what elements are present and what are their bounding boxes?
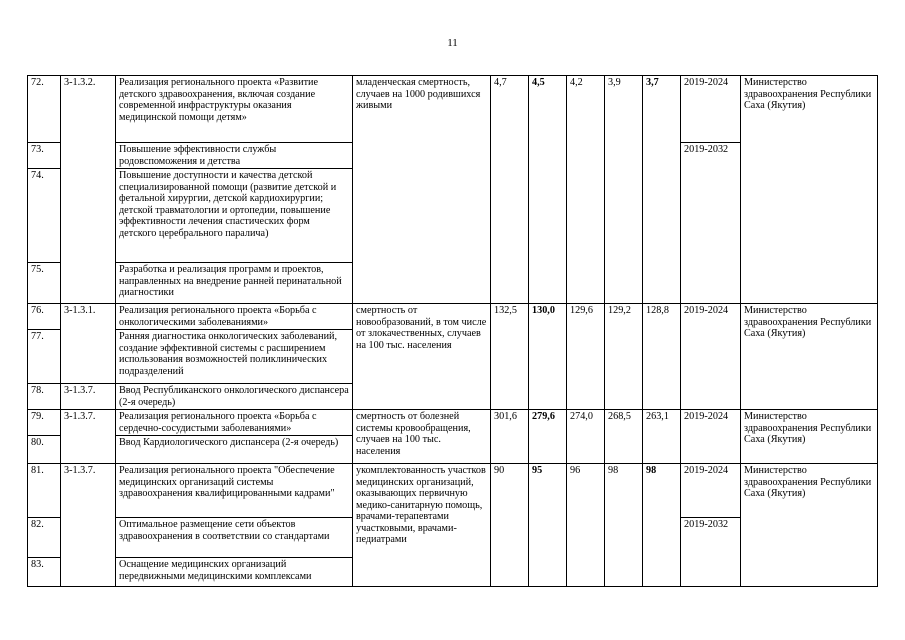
row-number: 76. (28, 304, 61, 330)
program-measures-table (27, 75, 878, 587)
value-5: 128,8 (643, 304, 681, 410)
program-code: 3-1.3.7. (61, 384, 116, 410)
measure-name: Разработка и реализация программ и проектов, направленных на внедрение ранней перинатальной диагностики (116, 263, 353, 304)
value-1: 301,6 (491, 410, 529, 464)
value-1: 4,7 (491, 76, 529, 304)
row-number: 80. (28, 436, 61, 464)
indicator-name: смертность от болезней системы кровообращения, случаев на 100 тыс. населения (353, 410, 491, 464)
value-5: 98 (643, 464, 681, 587)
table-row (28, 76, 878, 143)
table-row (28, 410, 878, 436)
row-number: 82. (28, 518, 61, 558)
program-code: 3-1.3.7. (61, 464, 116, 587)
measure-name: Оснащение медицинских организаций передвижными медицинскими комплексами (116, 558, 353, 587)
value-3: 96 (567, 464, 605, 587)
page-number: 11 (447, 37, 458, 49)
value-1: 90 (491, 464, 529, 587)
value-4: 98 (605, 464, 643, 587)
measure-name: Ввод Республиканского онкологического диспансера (2-я очередь) (116, 384, 353, 410)
value-3: 129,6 (567, 304, 605, 410)
value-2: 130,0 (529, 304, 567, 410)
measure-name: Повышение доступности и качества детской специализированной помощи (развитие детской и фетальной хирургии, детской кардиохирургии; детской травматологии и ортопедии, повышение эффективности лечения спастических форм детского церебрального паралича) (116, 169, 353, 263)
table-row (28, 304, 878, 330)
row-number: 83. (28, 558, 61, 587)
row-number: 73. (28, 143, 61, 169)
program-code: 3-1.3.1. (61, 304, 116, 384)
period: 2019-2032 (681, 143, 741, 304)
value-4: 268,5 (605, 410, 643, 464)
program-code: 3-1.3.7. (61, 410, 116, 464)
measure-name: Повышение эффективности службы родовспоможения и детства (116, 143, 353, 169)
responsible-org: Министерство здравоохранения Республики Саха (Якутия) (741, 76, 878, 304)
row-number: 77. (28, 330, 61, 384)
measure-name: Реализация регионального проекта «Борьба с онкологическими заболеваниями» (116, 304, 353, 330)
responsible-org: Министерство здравоохранения Республики Саха (Якутия) (741, 464, 878, 587)
row-number: 79. (28, 410, 61, 436)
measure-name: Реализация регионального проекта «Борьба с сердечно-сосудистыми заболеваниями» (116, 410, 353, 436)
measure-name: Оптимальное размещение сети объектов здравоохранения в соответствии со стандартами (116, 518, 353, 558)
table-row (28, 464, 878, 518)
value-2: 4,5 (529, 76, 567, 304)
row-number: 75. (28, 263, 61, 304)
value-4: 129,2 (605, 304, 643, 410)
responsible-org: Министерство здравоохранения Республики Саха (Якутия) (741, 304, 878, 410)
indicator-name: младенческая смертность, случаев на 1000 родившихся живыми (353, 76, 491, 304)
period: 2019-2024 (681, 464, 741, 518)
measure-name: Ранняя диагностика онкологических заболеваний, создание эффективной системы с расширением использования возможностей поликлинических подразделений (116, 330, 353, 384)
row-number: 78. (28, 384, 61, 410)
row-number: 74. (28, 169, 61, 263)
value-5: 3,7 (643, 76, 681, 304)
period: 2019-2024 (681, 410, 741, 464)
measure-name: Ввод Кардиологического диспансера (2-я очередь) (116, 436, 353, 464)
row-number: 72. (28, 76, 61, 143)
program-code: 3-1.3.2. (61, 76, 116, 304)
period: 2019-2024 (681, 76, 741, 143)
value-3: 274,0 (567, 410, 605, 464)
value-4: 3,9 (605, 76, 643, 304)
period: 2019-2032 (681, 518, 741, 587)
value-1: 132,5 (491, 304, 529, 410)
measure-name: Реализация регионального проекта "Обеспечение медицинских организаций системы здравоохранения квалифицированными кадрами" (116, 464, 353, 518)
period: 2019-2024 (681, 304, 741, 410)
responsible-org: Министерство здравоохранения Республики Саха (Якутия) (741, 410, 878, 464)
row-number: 81. (28, 464, 61, 518)
value-2: 279,6 (529, 410, 567, 464)
value-5: 263,1 (643, 410, 681, 464)
value-2: 95 (529, 464, 567, 587)
indicator-name: укомплектованность участков медицинских организаций, оказывающих первичную медико-санитарную помощь, врачами-терапевтами участковыми, врачами-педиатрами (353, 464, 491, 587)
indicator-name: смертность от новообразований, в том числе от злокачественных, случаев на 100 тыс. населения (353, 304, 491, 410)
measure-name: Реализация регионального проекта «Развитие детского здравоохранения, включая создание современной инфраструктуры оказания медицинской помощи детям» (116, 76, 353, 143)
value-3: 4,2 (567, 76, 605, 304)
